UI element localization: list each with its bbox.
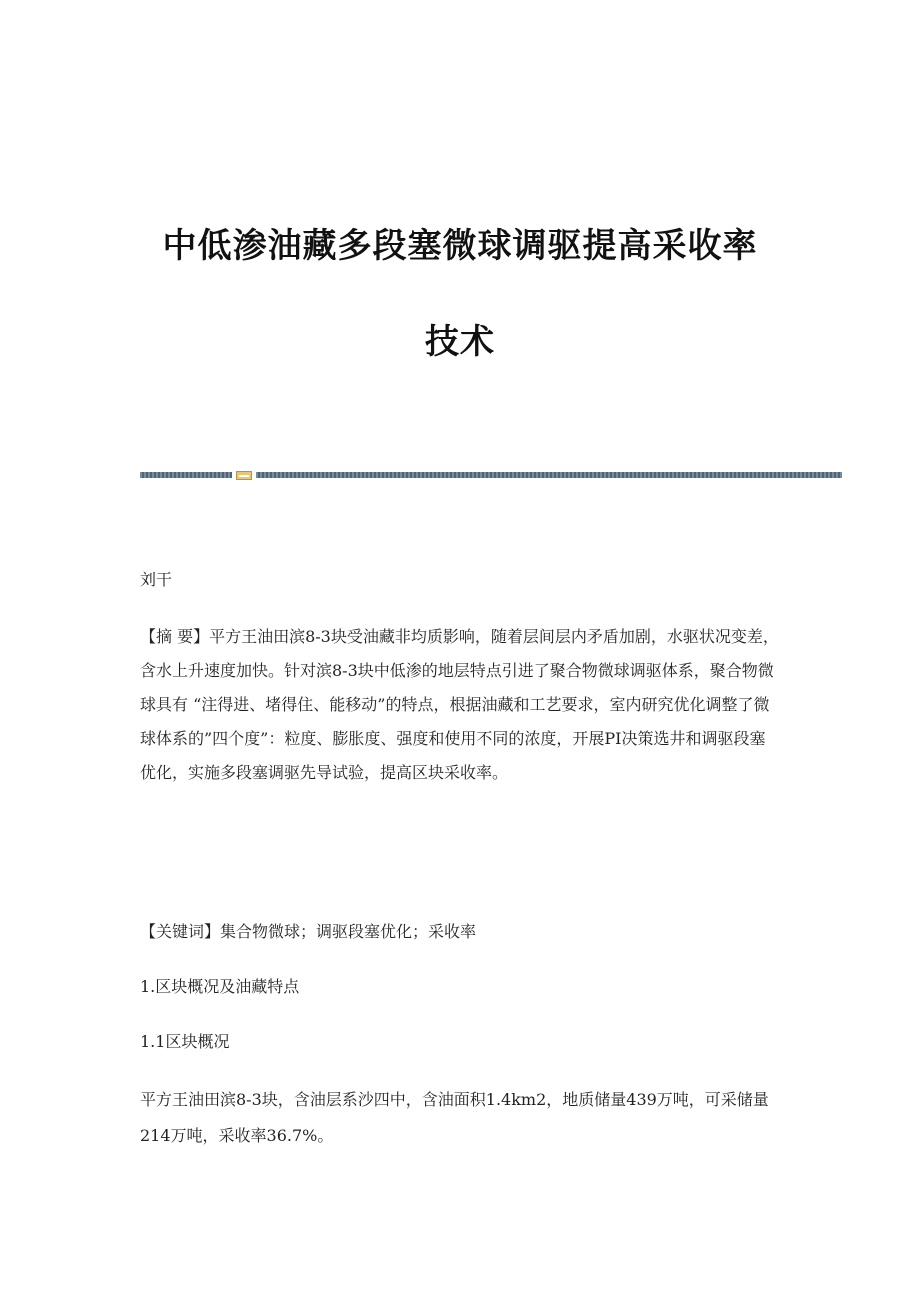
section-1-1-paragraph: 平方王油田滨8-3块，含油层系沙四中，含油面积1.4km2，地质储量439万吨，可采储量214万吨，采收率36.7%。 (140, 1090, 769, 1145)
document-title-line-2: 技术 (425, 322, 495, 362)
document-title-line-1: 中低渗油藏多段塞微球调驱提高采收率 (162, 226, 758, 266)
keywords-line: 【关键词】集合物微球；调驱段塞优化；采收率 (140, 922, 477, 941)
section-1-1-heading: 1.1区块概况 (140, 1032, 230, 1051)
author-name: 刘干 (140, 570, 173, 589)
title-divider (140, 471, 842, 480)
section-1-heading: 1.区块概况及油藏特点 (140, 977, 300, 996)
divider-bar-right (256, 472, 842, 478)
divider-bar-left (140, 472, 232, 478)
abstract-paragraph: 【摘 要】平方王油田滨8-3块受油藏非均质影响，随着层间层内矛盾加剧，水驱状况变差，含水上升速度加快。针对滨8-3块中低渗的地层特点引进了聚合物微球调驱体系，聚合物微球具有 “注得进、堵得住、能移动”的特点，根据油藏和工艺要求，室内研究优化调整了微球体系的”四个度”：粒度、膨胀度、强度和使用不同的浓度，开展PI决策选井和调驱段塞优化，实施多段塞调驱先导试验，提高区块采收率。 (140, 627, 779, 782)
envelope-icon (236, 471, 252, 480)
